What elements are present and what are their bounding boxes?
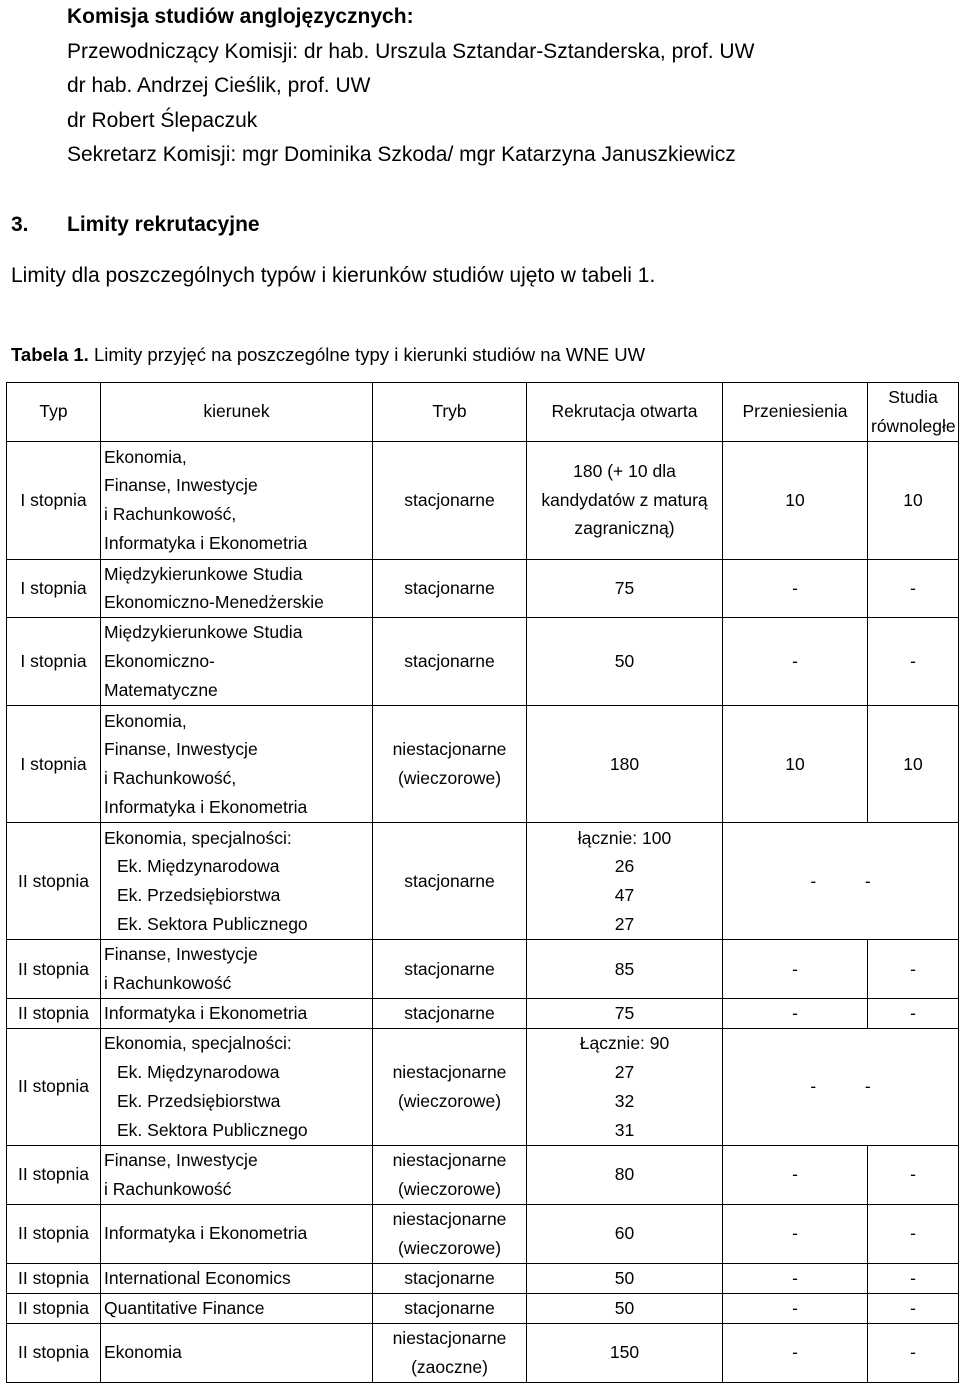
cell-typ: II stopnia [7, 1145, 101, 1204]
cell-rownolegle: - [868, 1293, 959, 1323]
cell-przeniesienia: - [723, 1145, 868, 1204]
table-row [7, 559, 959, 618]
header-rekrutacja: Rekrutacja otwarta [527, 383, 723, 442]
cell-typ: II stopnia [7, 1293, 101, 1323]
cell-przeniesienia: - [723, 1323, 868, 1382]
cell-tryb: stacjonarne [373, 441, 527, 559]
cell-rownolegle: - [868, 940, 959, 999]
cell-tryb: niestacjonarne (wieczorowe) [373, 1204, 527, 1263]
header-tryb: Tryb [373, 383, 527, 442]
cell-tryb: niestacjonarne (zaoczne) [373, 1323, 527, 1382]
cell-kierunek: Ekonomia, Finanse, Inwestycje i Rachunkowość, Informatyka i Ekonometria [101, 441, 373, 559]
section-heading [11, 213, 260, 237]
cell-tryb: stacjonarne [373, 1263, 527, 1293]
cell-typ: I stopnia [7, 706, 101, 823]
cell-rownolegle: - [868, 559, 959, 618]
cell-przeniesienia: - [723, 559, 868, 618]
cell-przeniesienia: - [723, 1293, 868, 1323]
cell-typ: II stopnia [7, 940, 101, 999]
table-row [7, 441, 959, 559]
cell-typ: I stopnia [7, 618, 101, 706]
cell-typ: I stopnia [7, 559, 101, 618]
cell-rekrutacja: 80 [527, 1145, 723, 1204]
cell-rekrutacja: łącznie: 100 26 47 27 [527, 823, 723, 940]
header-typ: Typ [7, 383, 101, 442]
table-row [7, 1263, 959, 1293]
header-rownolegle: Studia równoległe [868, 383, 959, 442]
section-number: 3. [11, 213, 29, 236]
cell-rownolegle: - [868, 618, 959, 706]
table-row [7, 618, 959, 706]
cell-tryb: stacjonarne [373, 998, 527, 1028]
header-kierunek: kierunek [101, 383, 373, 442]
table-row [7, 1293, 959, 1323]
table-row [7, 1145, 959, 1204]
table-row [7, 1028, 959, 1145]
cell-tryb: stacjonarne [373, 823, 527, 940]
cell-kierunek: International Economics [101, 1263, 373, 1293]
cell-kierunek: Ekonomia, Finanse, Inwestycje i Rachunkowość, Informatyka i Ekonometria [101, 706, 373, 823]
cell-rekrutacja: 180 (+ 10 dla kandydatów z maturą zagraniczną) [527, 441, 723, 559]
cell-przeniesienia: - [723, 618, 868, 706]
cell-typ: II stopnia [7, 823, 101, 940]
cell-tryb: stacjonarne [373, 618, 527, 706]
cell-przeniesienia: - [723, 1204, 868, 1263]
cell-rekrutacja: 75 [527, 559, 723, 618]
table-row [7, 823, 959, 940]
table-row [7, 998, 959, 1028]
table-caption-text: Limity przyjęć na poszczególne typy i kierunki studiów na WNE UW [88, 344, 646, 365]
section-intro: Limity dla poszczególnych typów i kierunków studiów ujęto w tabeli 1. [11, 264, 656, 287]
cell-rekrutacja: 50 [527, 1263, 723, 1293]
cell-kierunek: Międzykierunkowe Studia Ekonomiczno- Matematyczne [101, 618, 373, 706]
cell-przeniesienia-rownolegle: - - [723, 1028, 959, 1145]
cell-rekrutacja: 50 [527, 618, 723, 706]
cell-kierunek: Finanse, Inwestycje i Rachunkowość [101, 1145, 373, 1204]
cell-rownolegle: - [868, 1263, 959, 1293]
cell-kierunek: Quantitative Finance [101, 1293, 373, 1323]
cell-rownolegle: - [868, 998, 959, 1028]
committee-secretary: Sekretarz Komisji: mgr Dominika Szkoda/ mgr Katarzyna Januszkiewicz [67, 143, 736, 166]
cell-kierunek: Ekonomia, specjalności: Ek. Międzynarodowa Ek. Przedsiębiorstwa Ek. Sektora Publicznego [101, 823, 373, 940]
cell-tryb: niestacjonarne (wieczorowe) [373, 706, 527, 823]
cell-rekrutacja: 85 [527, 940, 723, 999]
cell-rekrutacja: 180 [527, 706, 723, 823]
cell-rekrutacja: 50 [527, 1293, 723, 1323]
committee-member: dr Robert Ślepaczuk [67, 108, 258, 132]
cell-typ: II stopnia [7, 998, 101, 1028]
cell-rownolegle: - [868, 1145, 959, 1204]
cell-kierunek: Finanse, Inwestycje i Rachunkowość [101, 940, 373, 999]
cell-kierunek: Ekonomia, specjalności: Ek. Międzynarodowa Ek. Przedsiębiorstwa Ek. Sektora Publicznego [101, 1028, 373, 1145]
committee-block [67, 0, 754, 173]
cell-rekrutacja: 150 [527, 1323, 723, 1382]
committee-title: Komisja studiów anglojęzycznych: [67, 5, 414, 28]
cell-kierunek: Informatyka i Ekonometria [101, 1204, 373, 1263]
cell-przeniesienia-rownolegle: - - [723, 823, 959, 940]
cell-typ: II stopnia [7, 1323, 101, 1382]
cell-przeniesienia: 10 [723, 441, 868, 559]
table-caption [11, 344, 645, 366]
cell-przeniesienia: 10 [723, 706, 868, 823]
table-row [7, 1323, 959, 1382]
cell-przeniesienia: - [723, 998, 868, 1028]
cell-rownolegle: 10 [868, 441, 959, 559]
table-row [7, 706, 959, 823]
cell-tryb: stacjonarne [373, 559, 527, 618]
section-title: Limity rekrutacyjne [67, 213, 260, 236]
limits-table [6, 382, 959, 1383]
cell-rekrutacja: Łącznie: 90 27 32 31 [527, 1028, 723, 1145]
cell-rekrutacja: 60 [527, 1204, 723, 1263]
cell-przeniesienia: - [723, 1263, 868, 1293]
cell-rownolegle: - [868, 1323, 959, 1382]
committee-member: dr hab. Andrzej Cieślik, prof. UW [67, 74, 371, 97]
table-header-row [7, 383, 959, 442]
cell-typ: II stopnia [7, 1028, 101, 1145]
cell-rownolegle: 10 [868, 706, 959, 823]
cell-kierunek: Międzykierunkowe Studia Ekonomiczno-Menedżerskie [101, 559, 373, 618]
cell-przeniesienia: - [723, 940, 868, 999]
cell-kierunek: Ekonomia [101, 1323, 373, 1382]
cell-typ: II stopnia [7, 1263, 101, 1293]
cell-rownolegle: - [868, 1204, 959, 1263]
cell-tryb: niestacjonarne (wieczorowe) [373, 1028, 527, 1145]
table-row [7, 1204, 959, 1263]
committee-chair: Przewodniczący Komisji: dr hab. Urszula Sztandar-Sztanderska, prof. UW [67, 39, 755, 63]
cell-rekrutacja: 75 [527, 998, 723, 1028]
cell-tryb: stacjonarne [373, 940, 527, 999]
table-caption-label: Tabela 1. [11, 344, 89, 365]
cell-typ: I stopnia [7, 441, 101, 559]
cell-tryb: niestacjonarne (wieczorowe) [373, 1145, 527, 1204]
cell-tryb: stacjonarne [373, 1293, 527, 1323]
header-przeniesienia: Przeniesienia [723, 383, 868, 442]
table-row [7, 940, 959, 999]
cell-kierunek: Informatyka i Ekonometria [101, 998, 373, 1028]
cell-typ: II stopnia [7, 1204, 101, 1263]
